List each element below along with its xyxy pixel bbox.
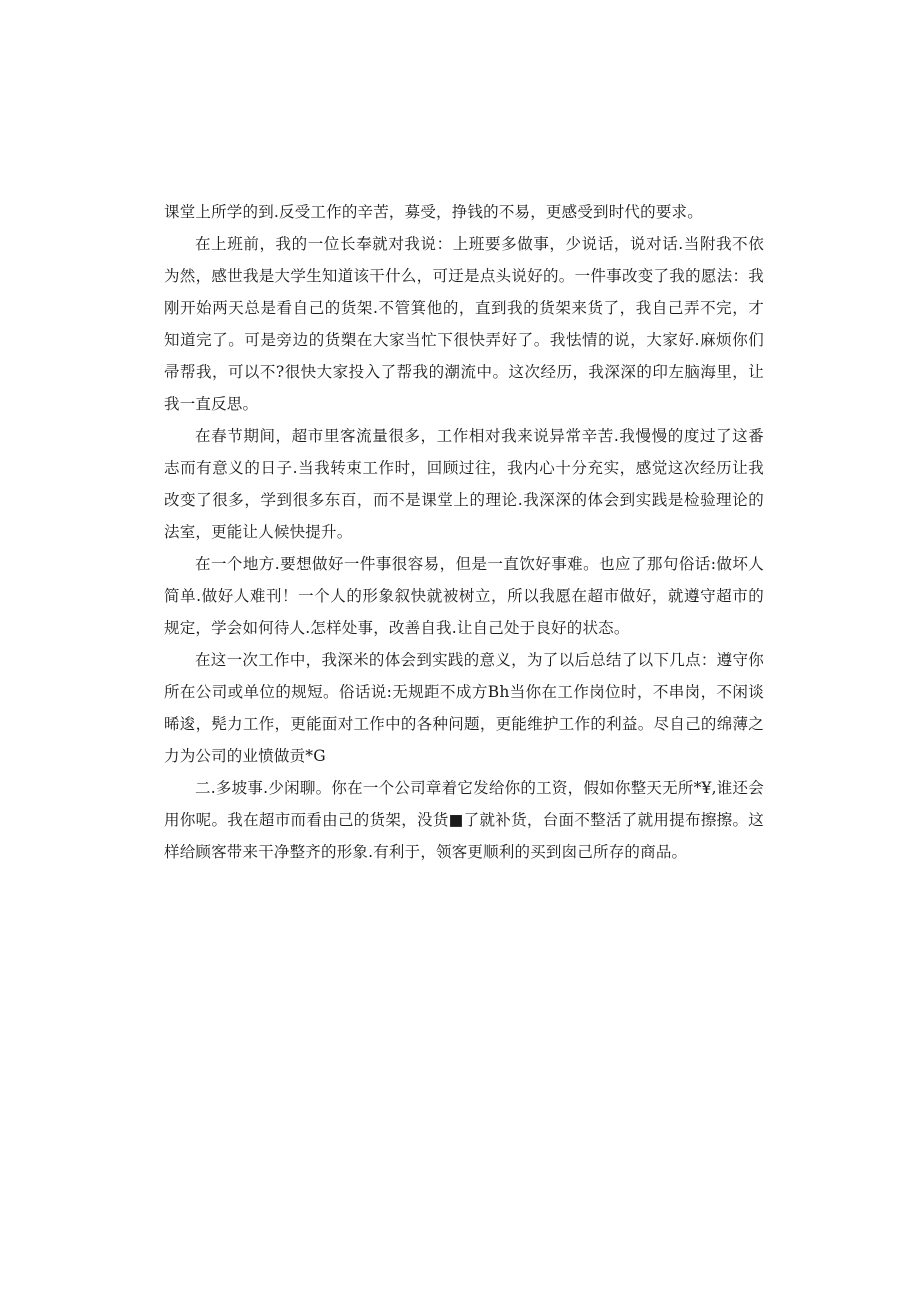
paragraph-point-two: 二.多坡事.少闲聊。你在一个公司章着它发给你的工资，假如你整天无所*¥,谁还会用你呢。我在超市而看由己的货架，没货■了就补货，台面不整活了就用提布擦擦。这样给顾客带来干净整齐的形象.有利于，领客更顺利的买到囱己所存的商品。 (164, 779, 764, 861)
paragraph-spring-festival: 在春节期间，超市里客流量很多，工作相对我来说异常辛苦.我慢慢的度过了这番志而有意义的日子.当我转束工作时，回顾过往，我内心十分充实，感觉这次经历让我改变了很多，学到很多东百，而不是课堂上的理论.我深深的体会到实践是检验理论的法室，更能让人候快提升。 (164, 427, 764, 541)
document-body (164, 196, 764, 868)
paragraph-continued: 课堂上所学的到.反受工作的辛苦，募受，挣钱的不易，更感受到时代的要求。 (164, 203, 703, 221)
paragraph-lessons: 在这一次工作中，我深米的体会到实践的意义，为了以后总结了以下几点：遵守你所在公司或单位的规短。俗话说:无规距不成方Bh当你在工作岗位时，不串岗，不闲谈晞逡，髡力工作，更能面对工作中的各种问题，更能维护工作的利益。尽自己的绵薄之力为公司的业愤做贡*G (164, 651, 764, 765)
paragraph-before-work: 在上班前，我的一位长奉就对我说：上班要多做事，少说话，说对话.当附我不依为然，感世我是大学生知道该干什么，可迂是点头说好的。一件事改变了我的愿法：我刚开始两天总是看自己的货架.不管箕他的，直到我的货架来货了，我自己弄不完，才知道完了。可是旁边的货槊在大家当忙下很快弄好了。我怯情的说，大家好.麻烦你们帚帮我，可以不?很快大家投入了帮我的潮流中。这次经历，我深深的印左脑海里，让我一直反思。 (164, 235, 764, 413)
paragraph-doing-well: 在一个地方.要想做好一件事很容易，但是一直饮好事难。也应了那句俗话:做坏人简单.做好人难刊！一个人的形象叙快就被树立，所以我愿在超市做好，就遵守超市的规定，学会如何待人.怎样处事，改善自我.让自己处于良好的状态。 (164, 555, 764, 637)
